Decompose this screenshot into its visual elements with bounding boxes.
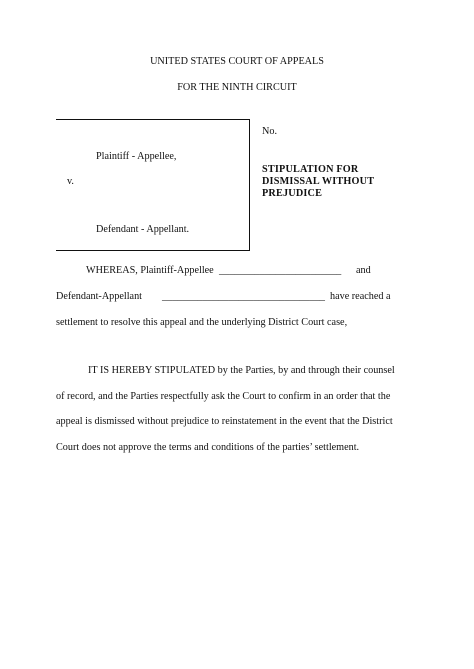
stipulation-title-line3: PREJUDICE xyxy=(262,188,323,199)
court-name-line2: FOR THE NINTH CIRCUIT xyxy=(177,82,297,93)
whereas-line2-end: have reached a xyxy=(330,291,391,302)
whereas-line3: settlement to resolve this appeal and the underlying District Court case, xyxy=(56,317,348,328)
court-name-line1: UNITED STATES COURT OF APPEALS xyxy=(150,56,324,67)
stipulated-line2: of record, and the Parties respectfully ask the Court to confirm in an order that the xyxy=(56,391,391,402)
stipulated-line4: Court does not approve the terms and conditions of the parties’ settlement. xyxy=(56,442,360,453)
stipulated-line3: appeal is dismissed without prejudice to reinstatement in the event that the District xyxy=(56,416,393,427)
stipulated-line1: IT IS HEREBY STIPULATED by the Parties, by and through their counsel xyxy=(88,365,395,376)
plaintiff-label: Plaintiff - Appellee, xyxy=(96,151,177,162)
stipulation-title-line1: STIPULATION FOR xyxy=(262,164,359,175)
whereas-line1-start: WHEREAS, Plaintiff-Appellee xyxy=(86,265,214,276)
plaintiff-name-blank: ________________________ xyxy=(219,265,342,276)
defendant-label: Defendant - Appellant. xyxy=(96,224,190,235)
versus-label: v. xyxy=(67,176,74,187)
stipulation-title-line2: DISMISSAL WITHOUT xyxy=(262,176,375,187)
defendant-name-blank: ________________________________ xyxy=(162,291,325,302)
whereas-line1-end: and xyxy=(356,265,371,276)
whereas-line2-start: Defendant-Appellant xyxy=(56,291,142,302)
case-number-label: No. xyxy=(262,126,277,137)
